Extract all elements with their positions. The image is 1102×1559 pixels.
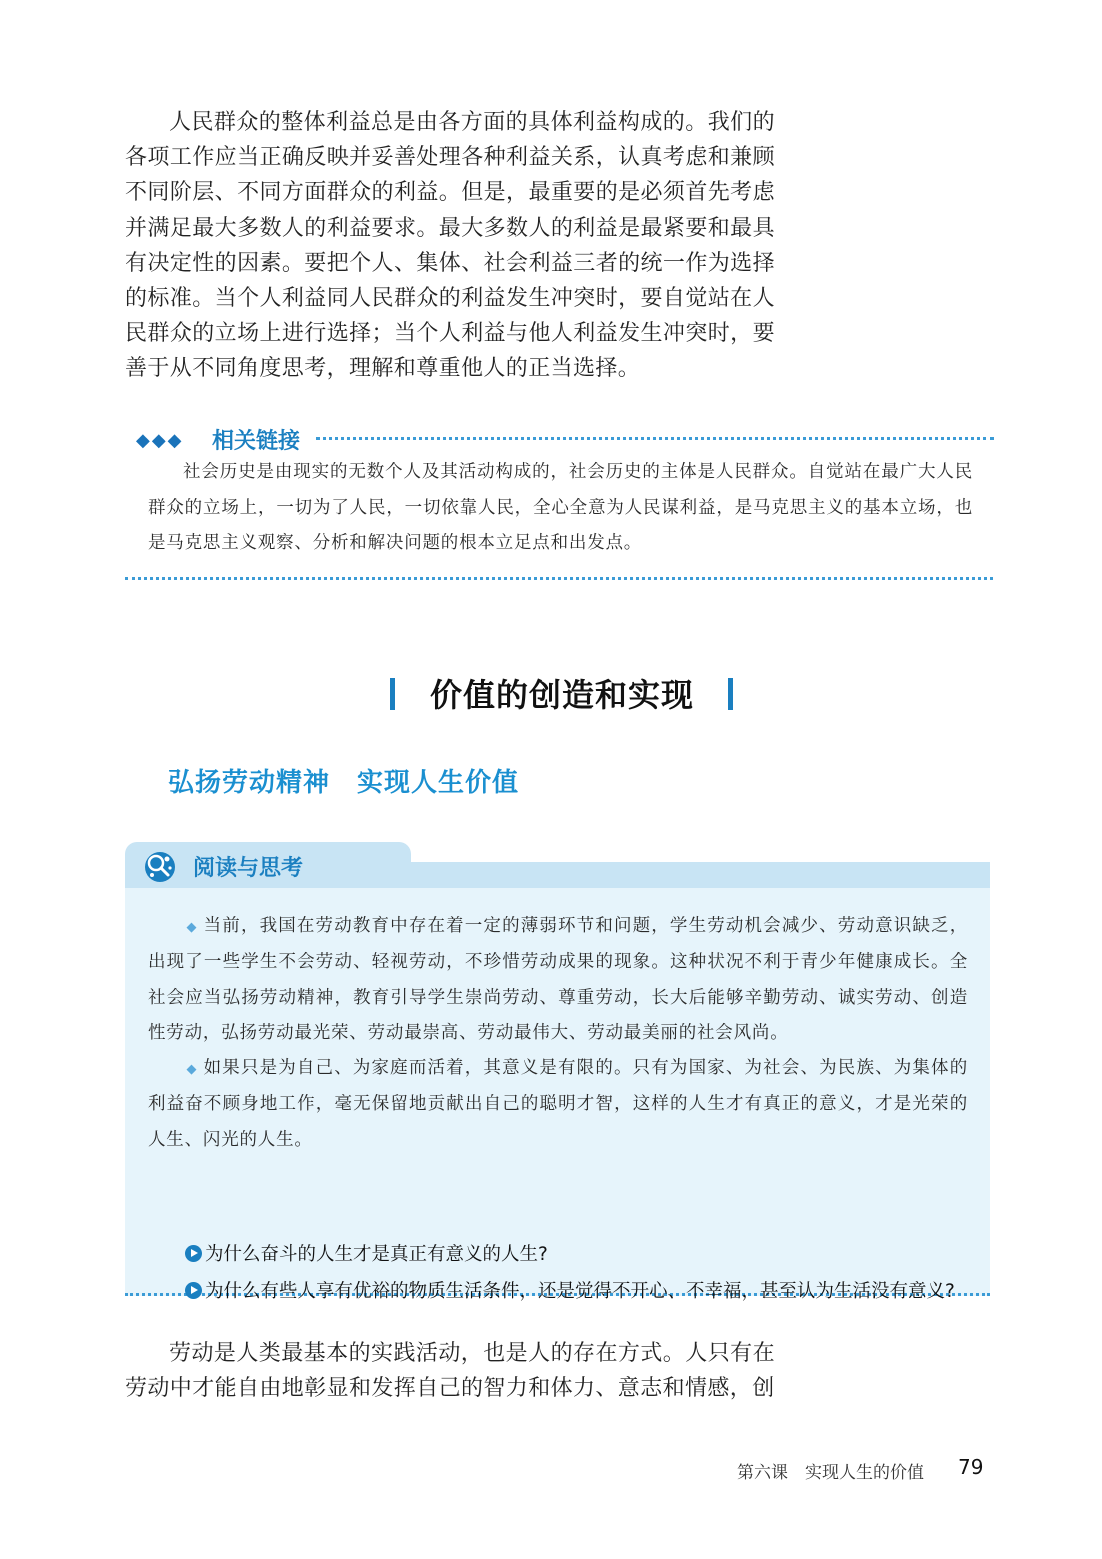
reading-tab — [125, 842, 411, 888]
reading-paragraph: ◆ 当前，我国在劳动教育中存在着一定的薄弱环节和问题，学生劳动机会减少、劳动意识缺乏，出现了一些学生不会劳动、轻视劳动，不珍惜劳动成果的现象。这种状况不利于青少年健康成长。全社会应当弘扬劳动精神，教育引导学生崇尚劳动、尊重劳动，长大后能够辛勤劳动、诚实劳动、创造性劳动，弘扬劳动最光荣、劳动最崇高、劳动最伟大、劳动最美丽的社会风尚。 — [148, 916, 968, 1043]
section-heading — [0, 668, 1102, 718]
section-title: 价值的创造和实现 — [430, 676, 695, 714]
section-bar-right — [728, 678, 733, 710]
subheading: 弘扬劳动精神 实现人生价值 — [168, 768, 520, 798]
related-link-header — [136, 424, 994, 454]
section-bar-left — [390, 678, 395, 710]
reading-paragraph: ◆ 如果只是为自己、为家庭而活着，其意义是有限的。只有为国家、为社会、为民族、为集体的利益奋不顾身地工作，毫无保留地贡献出自己的聪明才智，这样的人生才有真正的意义，才是光荣的人生、闪光的人生。 — [148, 1058, 968, 1150]
diamond-marker-icon: ◆◆◆ — [136, 430, 184, 451]
related-link-text: 社会历史是由现实的无数个人及其活动构成的，社会历史的主体是人民群众。自觉站在最广大人民群众的立场上，一切为了人民，一切依靠人民，全心全意为人民谋利益，是马克思主义的基本立场，也是马克思主义观察、分析和解决问题的根本立足点和出发点。 — [148, 462, 973, 553]
diamond-bullet-icon: ◆ — [186, 920, 198, 935]
arrow-circle-icon — [185, 1282, 202, 1299]
page-number: 79 — [958, 1455, 984, 1479]
body-paragraph: 劳动是人类最基本的实践活动，也是人的存在方式。人只有在劳动中才能自由地彰显和发挥自己的智力和体力、意志和情感，创 — [125, 1341, 775, 1402]
dotted-divider — [125, 577, 993, 580]
question-item: 为什么有些人享有优裕的物质生活条件，还是觉得不开心、不幸福，甚至认为生活没有意义? — [185, 1277, 955, 1303]
reading-box — [125, 842, 990, 1302]
question-item: 为什么奋斗的人生才是真正有意义的人生? — [185, 1240, 548, 1266]
reading-title: 阅读与思考 — [193, 856, 304, 881]
footer-lesson: 第六课 实现人生的价值 — [737, 1463, 924, 1483]
dotted-divider — [316, 437, 994, 440]
magnifier-globe-icon — [143, 850, 177, 884]
diamond-bullet-icon: ◆ — [186, 1062, 198, 1077]
body-paragraph: 人民群众的整体利益总是由各方面的具体利益构成的。我们的各项工作应当正确反映并妥善处理各种利益关系，认真考虑和兼顾不同阶层、不同方面群众的利益。但是，最重要的是必须首先考虑并满足最大多数人的利益要求。最大多数人的利益是最紧要和最具有决定性的因素。要把个人、集体、社会利益三者的统一作为选择的标准。当个人利益同人民群众的利益发生冲突时，要自觉站在人民群众的立场上进行选择；当个人利益与他人利益发生冲突时，要善于从不同角度思考，理解和尊重他人的正当选择。 — [125, 110, 775, 382]
reading-content — [125, 888, 990, 1302]
arrow-circle-icon — [185, 1245, 202, 1262]
related-link-title: 相关链接 — [212, 429, 301, 454]
